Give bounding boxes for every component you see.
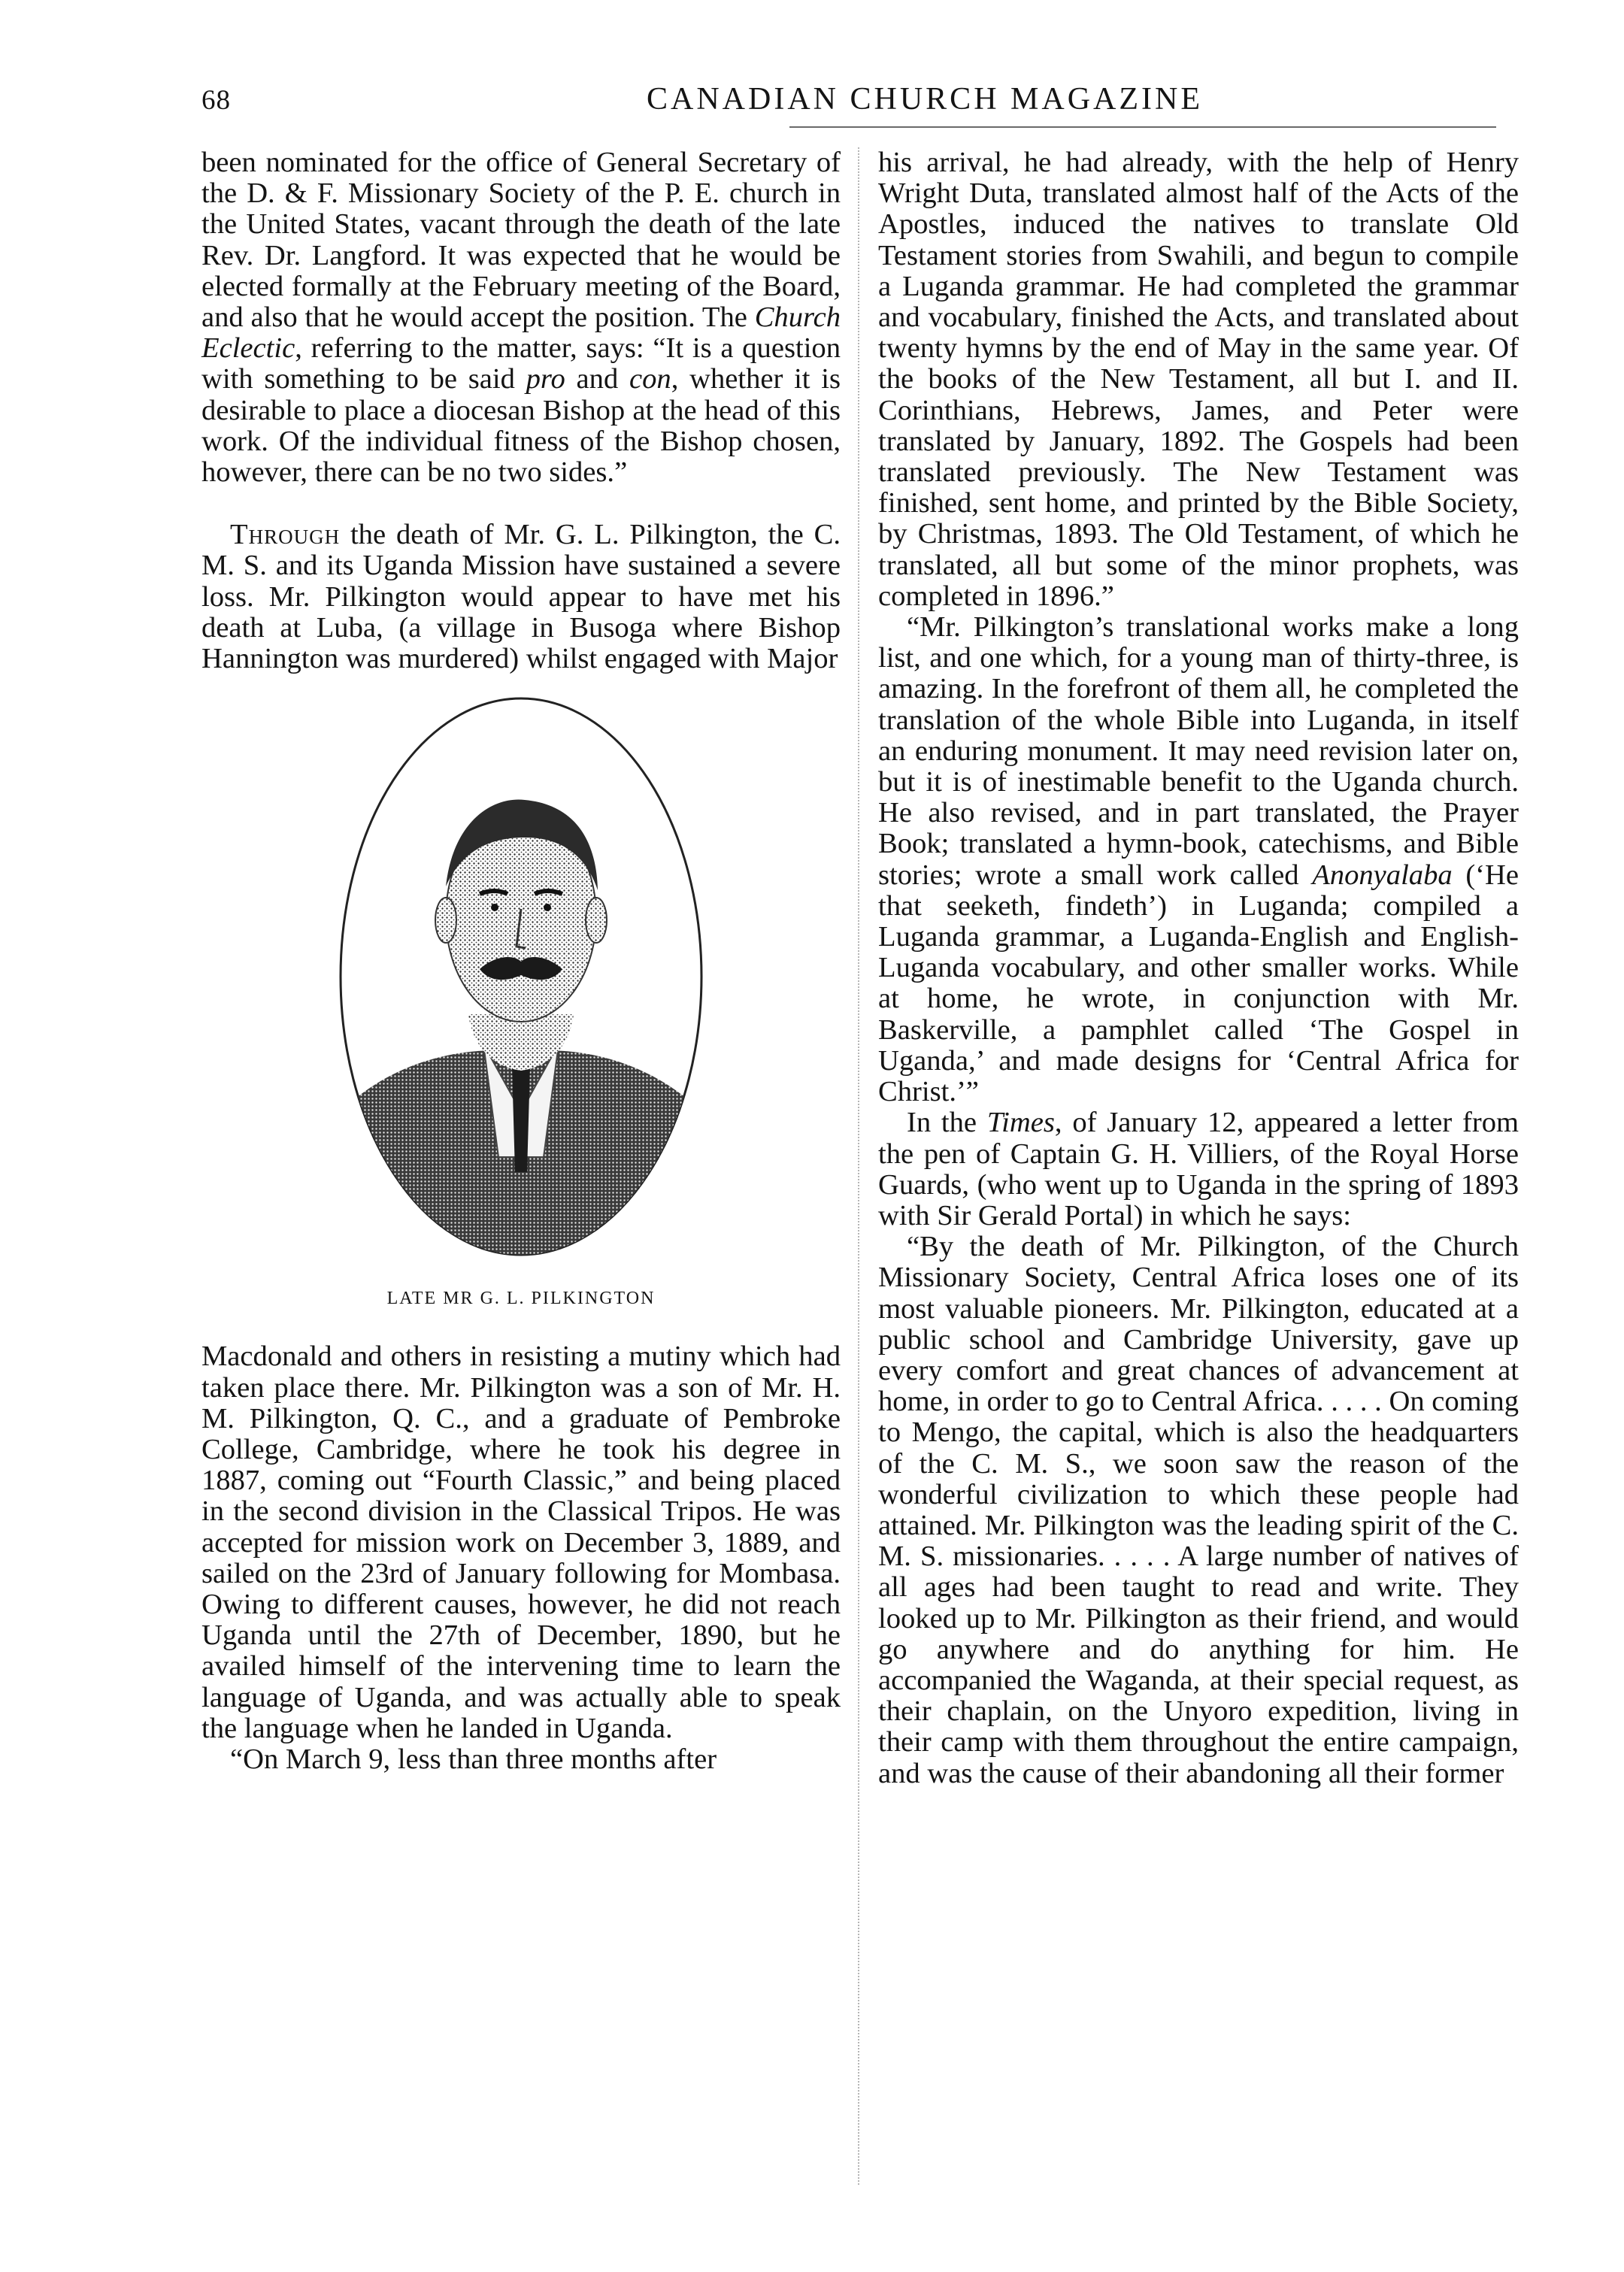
left-paragraph-1 — [201, 147, 841, 488]
portrait-caption: LATE MR G. L. PILKINGTON — [386, 1289, 656, 1309]
header-rule — [789, 126, 1496, 128]
column-separator — [858, 147, 859, 2185]
running-head: CANADIAN CHURCH MAGAZINE — [647, 82, 1203, 117]
text-run: and — [565, 363, 629, 395]
right-column — [878, 147, 1519, 1789]
text-run: , referring to the matter, says: “It is a question with something to be said — [201, 332, 841, 395]
text-run: In the — [907, 1107, 987, 1139]
left-column — [201, 147, 841, 1775]
text-run: , whether it is desirable to place a diocesan Bishop at the head of this work. Of the individual fitness of the Bishop chosen, however, there can be no two sides.” — [201, 363, 841, 489]
italic-term: pro — [526, 363, 565, 395]
text-run: (‘He that seeketh, findeth’) in Luganda; compiled a Luganda grammar, a Luganda-English and English-Luganda vocabulary, and other smaller works. While at home, he wrote, in conjunction with Mr. Baskerville, a pamphlet called ‘The Gospel in Uganda,’ and made designs for ‘Central Africa for Christ.’” — [878, 859, 1519, 1108]
text-run: been nominated for the office of General Secretary of the D. & F. Missionary Society of the P. E. church in the United States, vacant through the death of the late Rev. Dr. Langford. It was expected that he would be elected formally at the February meeting of the Board, and also that he would accept the position. The — [201, 147, 841, 334]
portrait-image — [333, 691, 709, 1262]
right-paragraph-2 — [878, 612, 1519, 1107]
text-run: , of January 12, appeared a letter from the pen of Captain G. H. Villiers, of the Royal Horse Guards, (who went up to Uganda in the spring of 1893 with Sir Gerald Portal) in which he says: — [878, 1107, 1519, 1231]
right-paragraph-3 — [878, 1107, 1519, 1231]
left-paragraph-2 — [201, 520, 841, 674]
page-number: 68 — [201, 85, 231, 116]
book-title: Anonyalaba — [1312, 859, 1453, 891]
left-paragraph-3: Macdonald and others in resisting a mutiny which had taken place there. Mr. Pilkington was a son of Mr. H. M. Pilkington, Q. C., and a graduate of Pembroke College, Cambridge, where he took his degree in 1887, coming out “Fourth Classic,” and being placed in the second division in the Classical Tripos. He was accepted for mission work on December 3, 1889, and sailed on the 23rd of January following for Mombasa. Owing to different causes, however, he did not reach Uganda until the 27th of December, 1890, but he availed himself of the intervening time to learn the language of Uganda, and was actually able to speak the language when he landed in Uganda. — [201, 1340, 841, 1744]
right-paragraph-4: “By the death of Mr. Pilkington, of the Church Missionary Society, Central Africa loses one of its most valuable pioneers. Mr. Pilkington, educated at a public school and Cambridge University, gave up every comfort and great chances of advancement at home, in order to go to Central Africa. . . . . On coming to Mengo, the capital, which is also the headquarters of the C. M. S., we soon saw the reason of the wonderful civilization to which these people had attained. Mr. Pilkington was the leading spirit of the C. M. S. missionaries. . . . . A large number of natives of all ages had been taught to read and write. They looked up to Mr. Pilkington as their friend, and would go anywhere and do anything for him. He accompanied the Waganda, at their special request, as their chaplain, on the Unyoro expedition, living in their camp with them throughout the entire campaign, and was the cause of their abandoning all their former — [878, 1231, 1519, 1789]
lead-word: Through — [230, 519, 341, 551]
newspaper-title: Times — [986, 1107, 1055, 1139]
paragraph-gap — [201, 488, 841, 520]
text-run: the death of Mr. G. L. Pilkington, the C. M. S. and its Uganda Mission have sustained a severe loss. Mr. Pilkington would appear to have met his death at Luba, (a village in Busoga where Bishop Hannington was murdered) whilst engaged with Major — [201, 519, 841, 675]
italic-term: con — [629, 363, 671, 395]
right-paragraph-1: his arrival, he had already, with the help of Henry Wright Duta, translated almost half of the Acts of the Apostles, induced the natives to translate Old Testament stories from Swahili, and begun to compile a Luganda grammar. He had completed the grammar and vocabulary, finished the Acts, and translated about twenty hymns by the end of May in the same year. Of the books of the New Testament, all but I. and II. Corinthians, Hebrews, James, and Peter were translated by January, 1892. The Gospels had been translated previously. The New Testament was finished, sent home, and printed by the Bible Society, by Christmas, 1893. The Old Testament, of which he translated, all but some of the minor prophets, was completed in 1896.” — [878, 147, 1519, 612]
text-run: “Mr. Pilkington’s translational works make a long list, and one which, for a young man of thirty-three, is amazing. In the forefront of them all, he completed the translation of the whole Bible into Luganda, in itself an enduring monument. It may need revision later on, but it is of inestimable benefit to the Uganda church. He also revised, and in part translated, the Prayer Book; translated a hymn-book, catechisms, and Bible stories; wrote a small work called — [878, 611, 1519, 891]
left-paragraph-4: “On March 9, less than three months after — [230, 1743, 717, 1776]
periodical-title: Church Eclectic — [201, 301, 841, 365]
